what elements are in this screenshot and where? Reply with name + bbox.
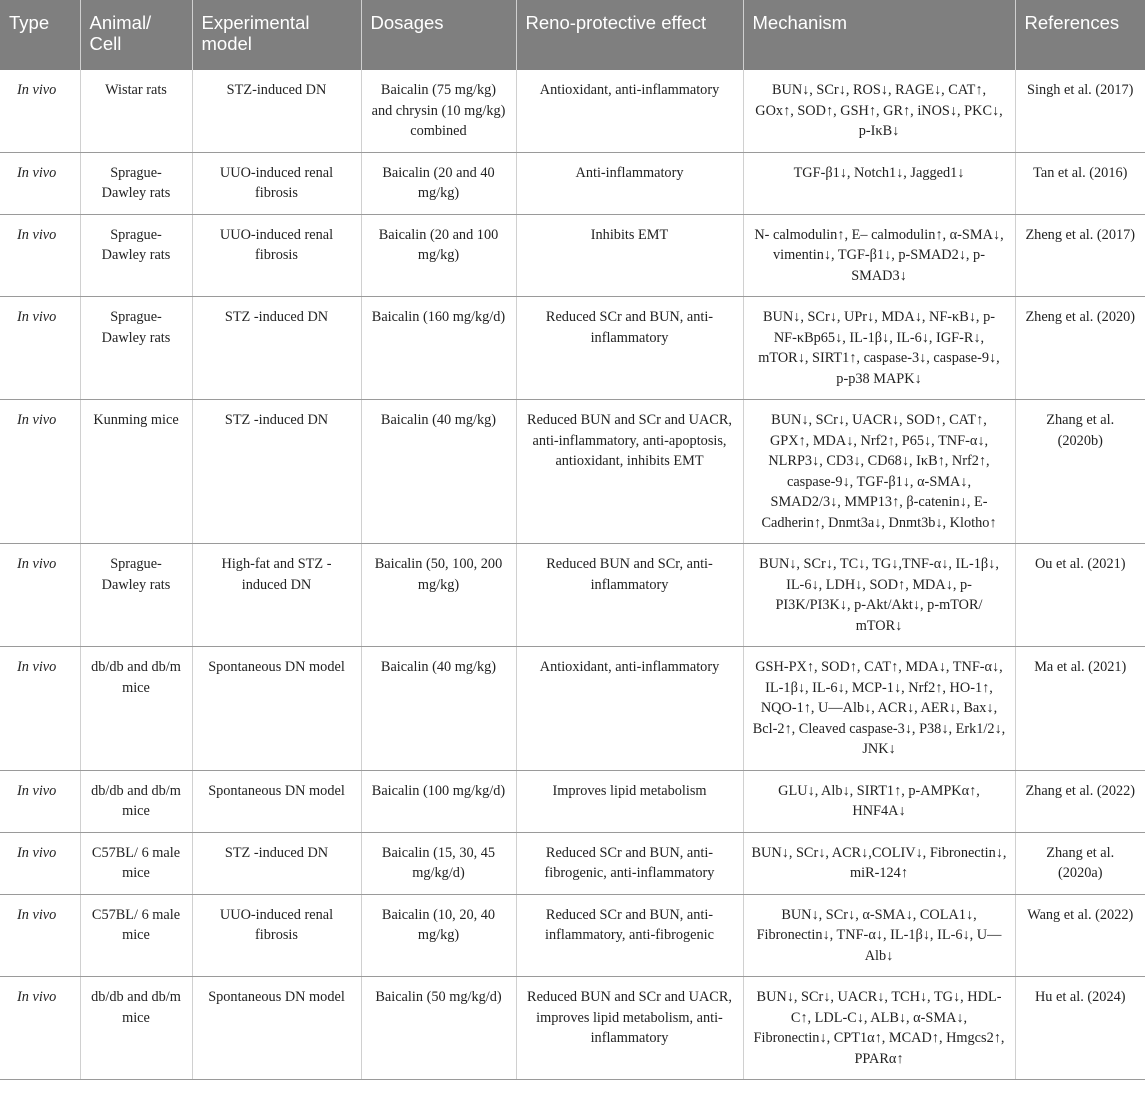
header-mechanism: Mechanism bbox=[743, 0, 1015, 70]
header-row bbox=[0, 0, 1145, 70]
cell-effect: Reduced BUN and SCr, anti-inflammatory bbox=[516, 544, 743, 647]
cell-model: STZ -induced DN bbox=[192, 832, 361, 894]
cell-model: Spontaneous DN model bbox=[192, 977, 361, 1080]
cell-effect: Antioxidant, anti-inflammatory bbox=[516, 647, 743, 771]
cell-effect: Antioxidant, anti-inflammatory bbox=[516, 70, 743, 152]
header-references: References bbox=[1015, 0, 1145, 70]
cell-effect: Reduced BUN and SCr and UACR, anti-inflammatory, anti-apoptosis, antioxidant, inhibits EMT bbox=[516, 400, 743, 544]
cell-dosages: Baicalin (75 mg/kg) and chrysin (10 mg/kg) combined bbox=[361, 70, 516, 152]
header-dosages: Dosages bbox=[361, 0, 516, 70]
header-type: Type bbox=[0, 0, 80, 70]
cell-mechanism: BUN↓, SCr↓, α-SMA↓, COLA1↓, Fibronectin↓, TNF-α↓, IL-1β↓, IL-6↓, U—Alb↓ bbox=[743, 894, 1015, 977]
cell-effect: Reduced SCr and BUN, anti-inflammatory, anti-fibrogenic bbox=[516, 894, 743, 977]
cell-model: STZ -induced DN bbox=[192, 400, 361, 544]
cell-model: STZ -induced DN bbox=[192, 297, 361, 400]
cell-type: In vivo bbox=[0, 832, 80, 894]
table-header bbox=[0, 0, 1145, 70]
cell-mechanism: BUN↓, SCr↓, UACR↓, SOD↑, CAT↑, GPX↑, MDA↓, Nrf2↑, P65↓, TNF-α↓, NLRP3↓, CD3↓, CD68↓, IκB↑, Nrf2↑, caspase-9↓, TGF-β1↓, α-SMA↓, SMAD2/3↓, MMP13↑, β-catenin↓, E-Cadherin↑, Dnmt3a↓, Dnmt3b↓, Klotho↑ bbox=[743, 400, 1015, 544]
cell-mechanism: GSH-PX↑, SOD↑, CAT↑, MDA↓, TNF-α↓, IL-1β↓, IL-6↓, MCP-1↓, Nrf2↑, HO-1↑, NQO-1↑, U—Alb↓, ACR↓, AER↓, Bax↓, Bcl-2↑, Cleaved caspase-3↓, P38↓, Erk1/2↓, JNK↓ bbox=[743, 647, 1015, 771]
cell-mechanism: BUN↓, SCr↓, UPr↓, MDA↓, NF-κB↓, p-NF-κBp65↓, IL-1β↓, IL-6↓, IGF-R↓, mTOR↓, SIRT1↑, caspase-3↓, caspase-9↓, p-p38 MAPK↓ bbox=[743, 297, 1015, 400]
cell-effect: Reduced SCr and BUN, anti-inflammatory bbox=[516, 297, 743, 400]
cell-mechanism: BUN↓, SCr↓, TC↓, TG↓,TNF-α↓, IL-1β↓, IL-6↓, LDH↓, SOD↑, MDA↓, p-PI3K/PI3K↓, p-Akt/Akt↓, p-mTOR/ mTOR↓ bbox=[743, 544, 1015, 647]
cell-model: UUO-induced renal fibrosis bbox=[192, 214, 361, 297]
cell-animal: C57BL/ 6 male mice bbox=[80, 832, 192, 894]
cell-reference: Zhang et al. (2020b) bbox=[1015, 400, 1145, 544]
cell-reference: Hu et al. (2024) bbox=[1015, 977, 1145, 1080]
cell-type: In vivo bbox=[0, 70, 80, 152]
cell-effect: Improves lipid metabolism bbox=[516, 770, 743, 832]
cell-animal: Sprague-Dawley rats bbox=[80, 297, 192, 400]
cell-effect: Reduced BUN and SCr and UACR, improves lipid metabolism, anti-inflammatory bbox=[516, 977, 743, 1080]
cell-reference: Zheng et al. (2020) bbox=[1015, 297, 1145, 400]
cell-animal: Sprague-Dawley rats bbox=[80, 214, 192, 297]
cell-type: In vivo bbox=[0, 214, 80, 297]
cell-type: In vivo bbox=[0, 770, 80, 832]
cell-model: UUO-induced renal fibrosis bbox=[192, 152, 361, 214]
cell-reference: Ma et al. (2021) bbox=[1015, 647, 1145, 771]
cell-reference: Zhang et al. (2022) bbox=[1015, 770, 1145, 832]
cell-reference: Zhang et al. (2020a) bbox=[1015, 832, 1145, 894]
cell-type: In vivo bbox=[0, 544, 80, 647]
cell-reference: Singh et al. (2017) bbox=[1015, 70, 1145, 152]
table-row bbox=[0, 70, 1145, 152]
cell-mechanism: BUN↓, SCr↓, UACR↓, TCH↓, TG↓, HDL-C↑, LDL-C↓, ALB↓, α-SMA↓, Fibronectin↓, CPT1α↑, MCAD↑, Hmgcs2↑, PPARα↑ bbox=[743, 977, 1015, 1080]
table-row bbox=[0, 832, 1145, 894]
cell-animal: Wistar rats bbox=[80, 70, 192, 152]
cell-dosages: Baicalin (40 mg/kg) bbox=[361, 647, 516, 771]
cell-reference: Tan et al. (2016) bbox=[1015, 152, 1145, 214]
cell-effect: Reduced SCr and BUN, anti-fibrogenic, anti-inflammatory bbox=[516, 832, 743, 894]
cell-dosages: Baicalin (10, 20, 40 mg/kg) bbox=[361, 894, 516, 977]
cell-type: In vivo bbox=[0, 647, 80, 771]
cell-model: Spontaneous DN model bbox=[192, 770, 361, 832]
cell-type: In vivo bbox=[0, 894, 80, 977]
cell-dosages: Baicalin (160 mg/kg/d) bbox=[361, 297, 516, 400]
cell-effect: Inhibits EMT bbox=[516, 214, 743, 297]
cell-effect: Anti-inflammatory bbox=[516, 152, 743, 214]
cell-reference: Ou et al. (2021) bbox=[1015, 544, 1145, 647]
cell-type: In vivo bbox=[0, 152, 80, 214]
cell-animal: Kunming mice bbox=[80, 400, 192, 544]
table-row bbox=[0, 214, 1145, 297]
cell-dosages: Baicalin (20 and 100 mg/kg) bbox=[361, 214, 516, 297]
cell-dosages: Baicalin (15, 30, 45 mg/kg/d) bbox=[361, 832, 516, 894]
table-row bbox=[0, 770, 1145, 832]
table-row bbox=[0, 152, 1145, 214]
table-row bbox=[0, 297, 1145, 400]
table-row bbox=[0, 544, 1145, 647]
cell-mechanism: GLU↓, Alb↓, SIRT1↑, p-AMPKα↑, HNF4A↓ bbox=[743, 770, 1015, 832]
cell-mechanism: N- calmodulin↑, E– calmodulin↑, α-SMA↓, vimentin↓, TGF-β1↓, p-SMAD2↓, p-SMAD3↓ bbox=[743, 214, 1015, 297]
cell-animal: db/db and db/m mice bbox=[80, 647, 192, 771]
cell-animal: db/db and db/m mice bbox=[80, 770, 192, 832]
cell-dosages: Baicalin (50, 100, 200 mg/kg) bbox=[361, 544, 516, 647]
header-experimental-model: Experimental model bbox=[192, 0, 361, 70]
cell-animal: db/db and db/m mice bbox=[80, 977, 192, 1080]
cell-model: UUO-induced renal fibrosis bbox=[192, 894, 361, 977]
cell-model: High-fat and STZ -induced DN bbox=[192, 544, 361, 647]
cell-animal: Sprague-Dawley rats bbox=[80, 544, 192, 647]
cell-mechanism: BUN↓, SCr↓, ROS↓, RAGE↓, CAT↑, GOx↑, SOD↑, GSH↑, GR↑, iNOS↓, PKC↓, p-IκB↓ bbox=[743, 70, 1015, 152]
cell-type: In vivo bbox=[0, 297, 80, 400]
cell-dosages: Baicalin (20 and 40 mg/kg) bbox=[361, 152, 516, 214]
cell-animal: Sprague-Dawley rats bbox=[80, 152, 192, 214]
table-row bbox=[0, 400, 1145, 544]
cell-dosages: Baicalin (50 mg/kg/d) bbox=[361, 977, 516, 1080]
cell-mechanism: BUN↓, SCr↓, ACR↓,COLIV↓, Fibronectin↓, miR-124↑ bbox=[743, 832, 1015, 894]
cell-model: STZ-induced DN bbox=[192, 70, 361, 152]
header-reno-protective-effect: Reno-protective effect bbox=[516, 0, 743, 70]
cell-mechanism: TGF-β1↓, Notch1↓, Jagged1↓ bbox=[743, 152, 1015, 214]
cell-dosages: Baicalin (40 mg/kg) bbox=[361, 400, 516, 544]
table-body bbox=[0, 70, 1145, 1080]
table-row bbox=[0, 894, 1145, 977]
cell-animal: C57BL/ 6 male mice bbox=[80, 894, 192, 977]
table-row bbox=[0, 647, 1145, 771]
cell-type: In vivo bbox=[0, 977, 80, 1080]
header-animal-cell: Animal/ Cell bbox=[80, 0, 192, 70]
cell-reference: Zheng et al. (2017) bbox=[1015, 214, 1145, 297]
cell-model: Spontaneous DN model bbox=[192, 647, 361, 771]
cell-dosages: Baicalin (100 mg/kg/d) bbox=[361, 770, 516, 832]
cell-type: In vivo bbox=[0, 400, 80, 544]
cell-reference: Wang et al. (2022) bbox=[1015, 894, 1145, 977]
table-row bbox=[0, 977, 1145, 1080]
